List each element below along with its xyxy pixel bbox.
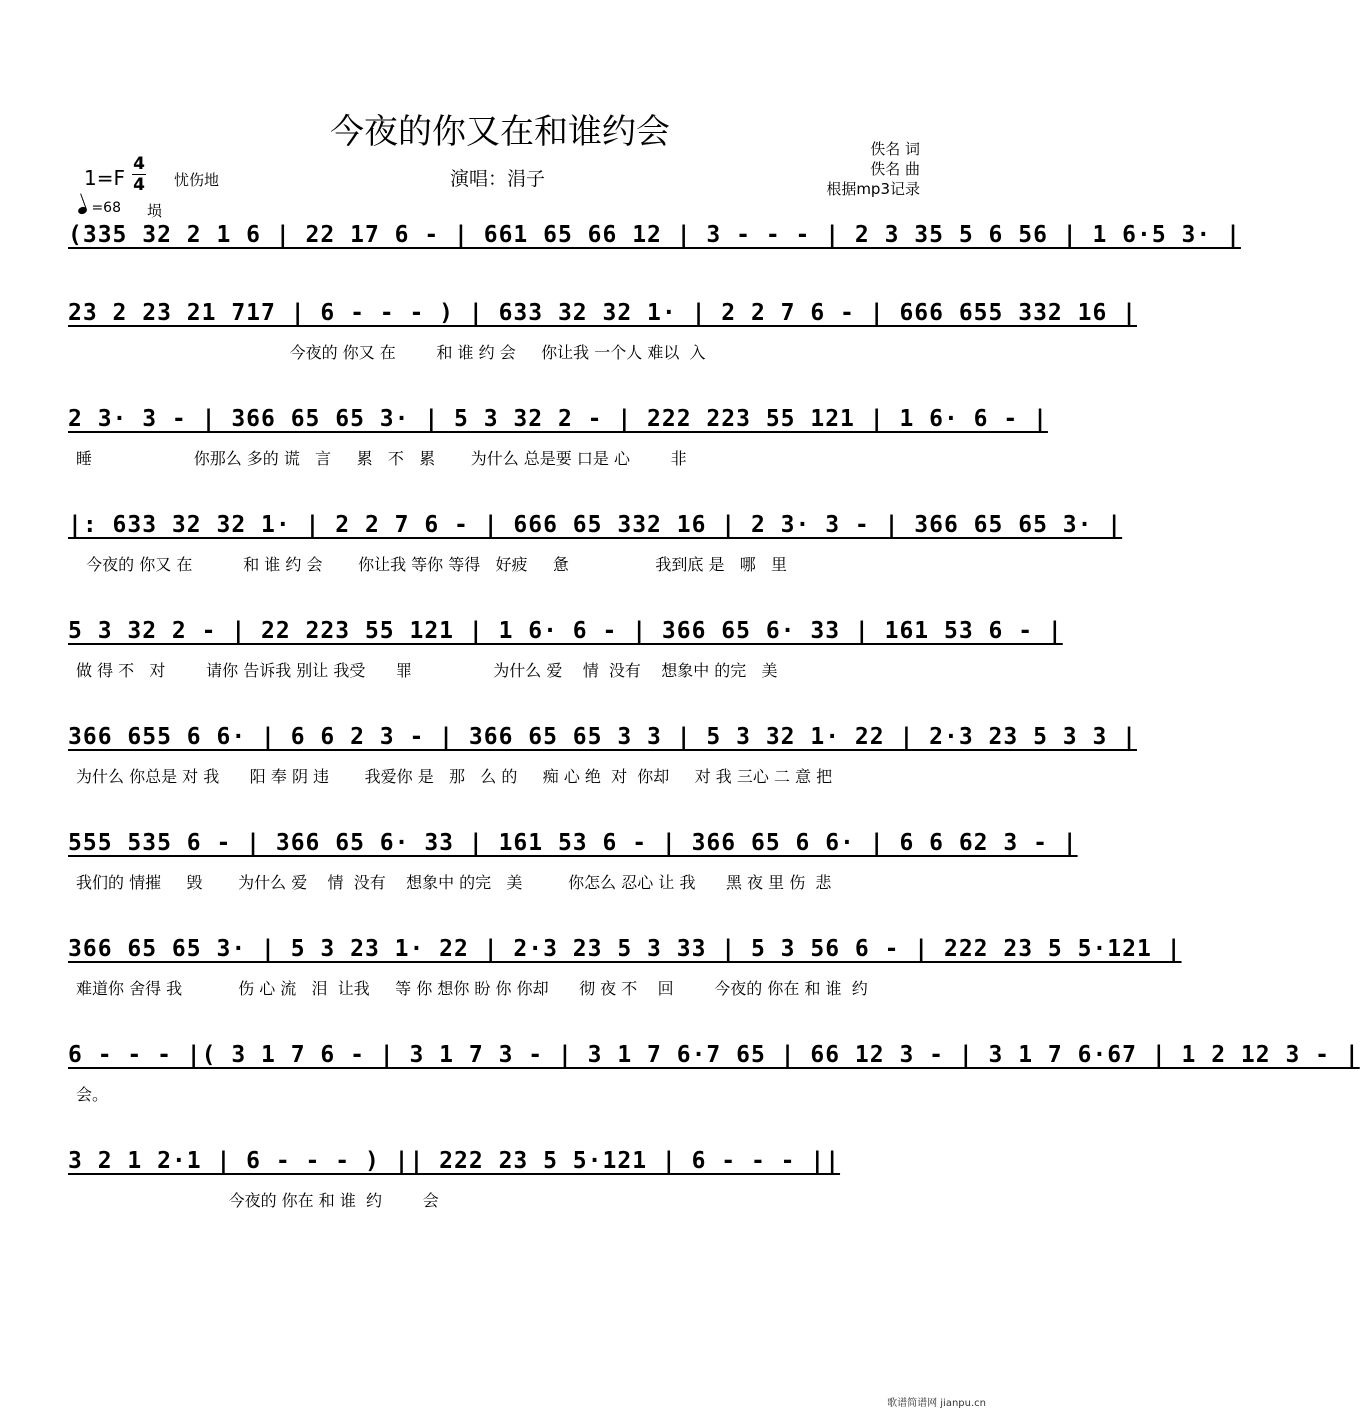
notation: 6 - - - |( 3 1 7 6 - | 3 1 7 3 - | 3 1 7 6·7 65 | 66 12 3 - | 3 1 7 6·67 | 1 2 12 3 - |: [68, 1042, 1360, 1068]
key-signature: 1=F: [84, 166, 125, 190]
lyric: 做 得 不 对 请你 告诉我 别让 我受 罪 为什么 爱 情 没有 想象中 的完 美: [76, 661, 778, 680]
tempo-marking: [78, 200, 121, 216]
lyricist-credit: 佚名 词: [870, 140, 920, 158]
composer-credit: 佚名 曲: [870, 160, 920, 178]
notation: |: 633 32 32 1· | 2 2 7 6 - | 666 65 332 16 | 2 3· 3 - | 366 65 65 3· |: [68, 512, 1123, 538]
quarter-note-icon: [77, 206, 88, 216]
score-line-8: [68, 936, 1182, 998]
lyric: 我们的 情摧 毁 为什么 爱 情 没有 想象中 的完 美 你怎么 忍心 让 我 黑 夜 里 伤 悲: [76, 873, 832, 892]
lyric: 睡 你那么 多的 谎 言 累 不 累 为什么 总是要 口是 心 非: [76, 449, 687, 468]
lyric: 会。: [76, 1085, 109, 1104]
score-line-1: [68, 222, 1241, 282]
lyric: 今夜的 你又 在 和 谁 约 会 你让我 等你 等得 好疲 惫 我到底 是 哪 里: [76, 555, 787, 574]
score-line-10: [68, 1148, 930, 1208]
notation: 366 655 6 6· | 6 6 2 3 - | 366 65 65 3 3 | 5 3 32 1· 22 | 2·3 23 5 3 3 |: [68, 724, 1137, 750]
score-line-3: [68, 406, 1048, 468]
mood-marking: 忧伤地: [174, 171, 220, 189]
meter-bottom: 4: [133, 175, 145, 195]
notation: 2 3· 3 - | 366 65 65 3· | 5 3 32 2 - | 222 223 55 121 | 1 6· 6 - |: [68, 406, 1048, 432]
notation: 366 65 65 3· | 5 3 23 1· 22 | 2·3 23 5 3 33 | 5 3 56 6 - | 222 23 5 5·121 |: [68, 936, 1182, 962]
notation: 555 535 6 - | 366 65 6· 33 | 161 53 6 - | 366 65 6 6· | 6 6 62 3 - |: [68, 830, 1078, 856]
transcription-credit: 根据mp3记录: [826, 180, 920, 198]
score-line-9: [68, 1042, 1360, 1104]
lyric: [76, 262, 930, 282]
tempo-value: =68: [91, 200, 121, 216]
score-line-5: [68, 618, 1063, 680]
notation: 23 2 23 21 717 | 6 - - - ) | 633 32 32 1· | 2 2 7 6 - | 666 655 332 16 |: [68, 300, 1137, 326]
score-line-7: [68, 830, 1078, 892]
time-signature: [132, 154, 146, 195]
score-line-2: [68, 300, 1137, 362]
notation: 5 3 32 2 - | 22 223 55 121 | 1 6· 6 - | 366 65 6· 33 | 161 53 6 - |: [68, 618, 1063, 644]
score-line-4: [68, 512, 1123, 574]
lyric: 今夜的 你在 和 谁 约 会: [76, 1191, 439, 1210]
lyric: 为什么 你总是 对 我 阳 奉 阴 违 我爱你 是 那 么 的 痴 心 绝 对 你却 对 我 三心 二 意 把: [76, 767, 833, 786]
site-watermark: 歌谱简谱网 jianpu.cn: [887, 1398, 986, 1409]
singer-credit: 演唱：涓子: [450, 168, 546, 190]
instrument-marking: 埙: [147, 202, 163, 220]
meter-top: 4: [133, 154, 145, 174]
lyric: 难道你 舍得 我 伤 心 流 泪 让我 等 你 想你 盼 你 你却 彻 夜 不 回 今夜的 你在 和 谁 约: [76, 979, 868, 998]
lyric: 今夜的 你又 在 和 谁 约 会 你让我 一个人 难以 入: [76, 343, 706, 362]
score-line-6: [68, 724, 1137, 786]
notation: (335 32 2 1 6 | 22 17 6 - | 661 65 66 12 | 3 - - - | 2 3 35 5 6 56 | 1 6·5 3· |: [68, 222, 1241, 248]
notation: 3 2 1 2·1 | 6 - - - ) || 222 23 5 5·121 | 6 - - - ||: [68, 1148, 841, 1174]
song-title: 今夜的你又在和谁约会: [330, 112, 670, 152]
